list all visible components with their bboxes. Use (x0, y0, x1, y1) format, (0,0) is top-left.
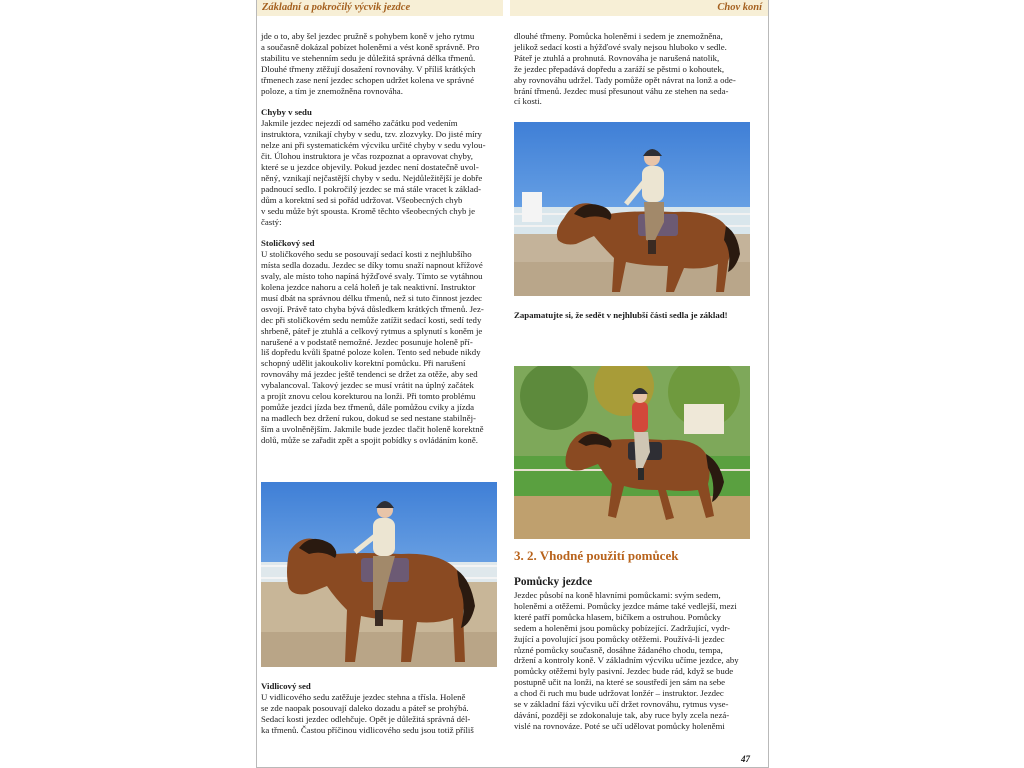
text-line: dům a korektní sed si pořád udržovat. Všeobecných chyb (261, 194, 463, 205)
text-line: Jakmile jezdec nejezdí od samého začátku pod vedením (261, 118, 458, 129)
text-line: narušené a v podstatě nemožné. Jezdec posunuje holeně pří- (261, 336, 473, 347)
text-line: Dlouhé třmeny ztěžují dosažení rovnováhy. V příliš krátkých (261, 63, 476, 74)
text-line: ka třmenů. Častou příčinou vidlicového sedu jsou totiž příliš (261, 724, 474, 735)
text-line: častý: (261, 216, 282, 227)
text-line: svaly, ale místo toho napíná hýžďové svaly. Tímto se vytáhnou (261, 271, 483, 282)
text-line: liš dopředu kvůli špatné poloze kolen. Tento sed nebude nikdy (261, 347, 481, 358)
intro-paragraph (261, 31, 497, 96)
text-line: v sedu může být spousta. Kromě těchto všeobecných chyb je (261, 205, 475, 216)
text-line: které se u jezdce objevily. Pokud jezdec není dostatečně uvol- (261, 161, 479, 172)
text-line: sedem a holeněmi jsou pomůcky pobízející. Zadržující, vydr- (514, 622, 731, 633)
photo-rider-canter (514, 366, 750, 539)
text-line: ším a uvolněnějším. Jakmile bude jezdec tlačit holeně korektně (261, 423, 484, 434)
text-line: které patří pomůcka hlasem, bičíkem a ostruhou. Pomůcky (514, 611, 721, 622)
text-line: třmenech zase není jezdec schopen udržet kolena ve správné (261, 74, 474, 85)
text-line: se v základní fázi výcviku učí držet rovnováhu, rytmus vyse- (514, 699, 729, 710)
heading-chair-seat: Stoličkový sed (261, 238, 315, 249)
text-line: něný, vznikají nejčastější chyby v sedu. Nejdůležitější je dobře (261, 172, 483, 183)
text-line: poloze, a tím je znemožněna rovnováha. (261, 85, 403, 96)
left-column-bottom (261, 681, 497, 736)
text-line: žující a povolující jsou pomůcky otěžemi. Používá-li jezdec (514, 633, 725, 644)
text-line: stabilitu ve stehenním sedu je důležitá správná délka třmenů. (261, 52, 476, 63)
heading-fork-seat: Vidlicový sed (261, 681, 311, 691)
text-line: místa sedla dozadu. Jezdec se díky tomu snaží napnout křížové (261, 260, 483, 271)
photo-caption: Zapamatujte si, že sedět v nejhlubší části sedla je základ! (514, 310, 728, 320)
text-line: musí dbát na správnou délku třmenů, než si tuto činnost jezdec (261, 292, 483, 303)
text-line: Sedací kosti jezdec odlehčuje. Opět je důležitá správná dél- (261, 713, 471, 724)
text-line: aby rovnováhu udržel. Tady pomůže opět návrat na lonž a ode- (514, 74, 736, 85)
text-line: pomůže jezdci jízda bez třmenů, dále pomůžou cviky a jízda (261, 402, 474, 412)
heading-rider-aids: Pomůcky jezdce (514, 576, 593, 588)
text-line: jde o to, aby šel jezdec pružně s pohybem koně v jeho rytmu (261, 31, 475, 41)
text-line: různé pomůcky současně, dosáhne žádaného chodu, tempa, (514, 644, 723, 655)
seat-errors-paragraph (261, 118, 497, 227)
photo-rider-fork-seat (514, 122, 750, 296)
running-header-section: Chov koní (510, 0, 768, 16)
text-line: padnoucí sedlo. I pokročilý jezdec se má stále vracet k základ- (261, 183, 482, 194)
text-line: osvojí. Právě tato chyba bývá důsledkem krátkých třmenů. Jez- (261, 303, 484, 314)
text-line: holeněmi a otěžemi. Pomůcky jezdce máme také vedlejší, mezi (514, 600, 737, 611)
right-column-bottom (514, 576, 750, 732)
text-line: shrbeně, páteř je ztuhlá a celkový rytmus a splynutí s koněm je (261, 325, 483, 336)
text-line: cí kosti. (514, 96, 542, 107)
text-line: U stoličkového sedu se posouvají sedací kosti z nejhlubšího (261, 249, 472, 260)
chair-seat-paragraph (261, 249, 497, 445)
text-line: schopný udělit jakoukoliv korektní pomůcku. Při narušení (261, 358, 466, 369)
text-line: vybalancoval. Takový jezdec se musí vrátit na úplný začátek (261, 380, 474, 391)
text-line: postupně učit na lonži, na které se soustředí jen sám na sebe (514, 677, 726, 688)
text-line: dec při stoličkovém sedu nemůže zatížit sedací kosti, sedí tedy (261, 314, 482, 325)
text-line: Jezdec působí na koně hlavními pomůckami: svým sedem, (514, 590, 721, 600)
text-line: dávání, později se zdokonaluje tak, aby ruce byly zcela nezá- (514, 709, 730, 720)
text-line: U vidlicového sedu zatěžuje jezdec stehna a třísla. Holeně (261, 691, 466, 702)
text-line: dlouhé třmeny. Pomůcka holeněmi i sedem je znemožněna, (514, 31, 723, 41)
rider-aids-paragraph (514, 590, 750, 732)
text-line: vislé na rovnováze. Poté se učí udělovat pomůcky holeněmi (514, 720, 725, 731)
text-line: a projít znovu celou korekturou na lonži. Při tomto problému (261, 391, 476, 402)
text-line: a současně dokázal pobízet holeněmi a vést koně správně. Pro (261, 41, 480, 52)
fork-seat-continued-paragraph (514, 31, 750, 107)
heading-seat-errors: Chyby v sedu (261, 107, 312, 118)
text-line: se zde naopak posouvají daleko dozadu a páteř se prohýbá. (261, 702, 469, 713)
text-line: že jezdec přepadává dopředu a zaráží se pěstmi o kohoutek, (514, 63, 725, 74)
right-column (514, 31, 750, 107)
text-line: pomůcky otěžemi byly pasivní. Jezdec bude rád, když se bude (514, 666, 734, 677)
text-line: Páteř je ztuhlá a prohnutá. Rovnováha je narušená natolik, (514, 52, 720, 63)
text-line: instruktora, vznikají chyby v sedu, tzv. zlozvyky. Do jisté míry (261, 129, 482, 140)
page-number: 47 (741, 754, 750, 764)
running-header-title: Základní a pokročilý výcvik jezdce (257, 0, 503, 16)
text-line: držení a kontroly koně. V základním výcviku učíme jezdce, aby (514, 655, 739, 666)
text-line: na madlech bez držení rukou, dokud se sed nestane stabilněj- (261, 412, 476, 423)
text-line: dolů, může se zařadit zpět a spojit pobídky s ovládáním koně. (261, 434, 478, 445)
left-column (261, 31, 497, 446)
text-line: rovnováhy má jezdec ještě tendenci se držet za otěže, aby sed (261, 369, 478, 380)
text-line: jelikož sedací kosti a hýžďové svaly nejsou hluboko v sedle. (514, 41, 727, 52)
text-line: a chod či ruch mu bude udržovat lonžér – instruktor. Jezdec (514, 688, 724, 699)
text-line: brání třmenů. Jezdec musí přesunout váhu ze stehen na seda- (514, 85, 729, 96)
photo-rider-chair-seat (261, 482, 497, 667)
text-line: kolena jezdce nahoru a celá holeň je tak neaktivní. Instruktor (261, 282, 476, 293)
text-line: nelze ani při systematickém výcviku určité chyby v sedu vylou- (261, 140, 486, 151)
text-line: čit. Úlohou instruktora je včas rozpoznat a opravovat chyby, (261, 151, 473, 162)
section-title: 3. 2. Vhodné použití pomůcek (514, 548, 679, 563)
fork-seat-paragraph (261, 692, 497, 736)
